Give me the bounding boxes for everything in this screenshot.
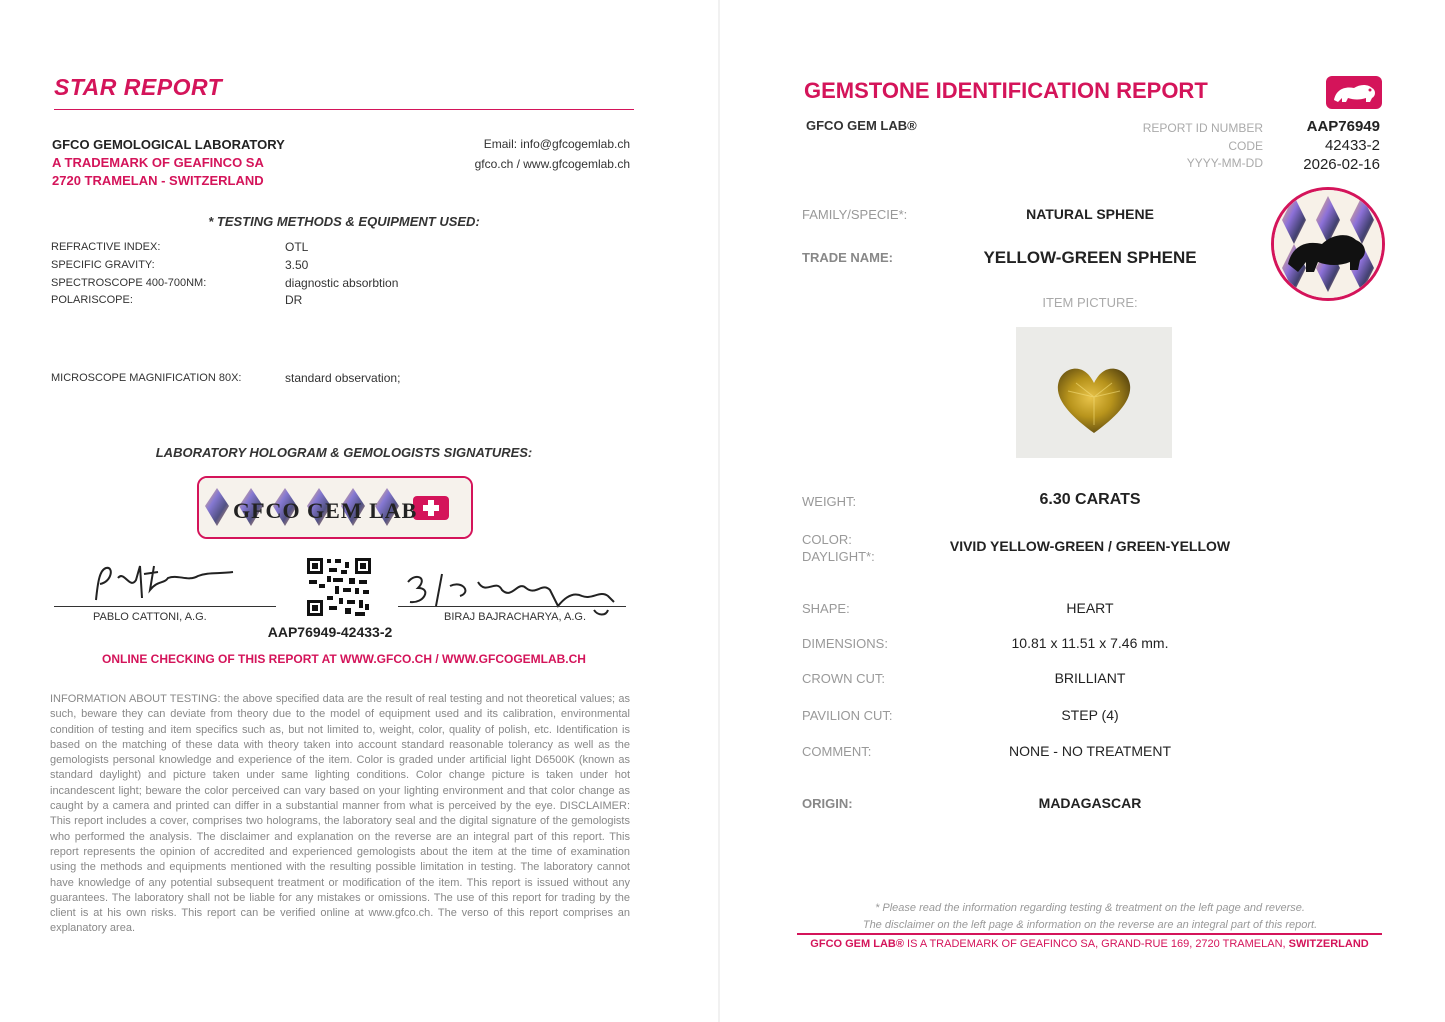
microscope-value: standard observation; [285, 371, 401, 385]
weight-value: 6.30 CARATS [1039, 491, 1141, 508]
item-picture [1016, 327, 1172, 458]
method-value: DR [285, 293, 303, 307]
pavilion-cut-value: STEP (4) [1061, 707, 1119, 723]
item-picture-label: ITEM PICTURE: [1042, 295, 1138, 310]
qr-code-icon [305, 556, 373, 618]
title-rule [54, 109, 634, 110]
method-value: OTL [285, 240, 309, 254]
pavilion-cut-label: PAVILION CUT: [802, 708, 893, 723]
footnote-2: The disclaimer on the left page & information on the reverse are an integral part of this report. [862, 919, 1318, 931]
code-label: CODE [1228, 139, 1263, 153]
lab-web: gfco.ch / www.gfcogemlab.ch [474, 157, 630, 171]
microscope-label: MICROSCOPE MAGNIFICATION 80X: [51, 372, 242, 384]
comment-value: NONE - NO TREATMENT [1008, 743, 1172, 759]
footer-trademark [797, 938, 1382, 950]
method-label: REFRACTIVE INDEX: [51, 241, 161, 253]
lab-trademark: A TRADEMARK OF GEAFINCO SA [52, 155, 264, 170]
lab-email: Email: info@gfcogemlab.ch [483, 137, 630, 151]
signature-line-2 [398, 606, 626, 607]
footer-country: SWITZERLAND [1288, 938, 1369, 950]
method-value: 3.50 [285, 258, 309, 272]
hologram-text: GFCO GEM LAB [233, 498, 418, 523]
testing-info: INFORMATION ABOUT TESTING: the above specified data are the result of real testing and not theoretical values; as such, beware they can deviate from theory due to the model of equipment used and its calibration, environmental condition of testing and item specifics such as, but not limited to, weight, color, quality of polish, etc. Identification is based on the matching of these data with theory taken into account standard reasonable tolerancy as well as the gemologists personal knowledge and experience of the item. Color is graded under artificial light D6500K (known as standard daylight) and picture taken under same lighting conditions. Color change picture is taken under hot incandescent light; beware the color perceived can vary based on your lighting environment and that color change as caught by a camera and printed can differ in a substantial manner from what is perceived by the eye. DISCLAIMER: This report includes a cover, comprises two holograms, the laboratory seal and the digital signature of the gemologists who performed the analysis. The disclaimer and explanation on the reverse are an integral part of this report. This report represents the opinion of accredited and experienced gemologists about the item at the time of examination using the methods and equipments mentioned with the resulting possible limitation in testing. The laboratory cannot have knowledge of any potential subsequent treatment or modification of the item. This report is issued without any guarantees. The laboratory shall not be liable for any mistakes or omissions. The use of this report for trading by the client is at his own risks. This report can be verified online at www.gfco.ch. The verso of this report comprises an explanatory area. [50, 693, 630, 935]
online-check-text: ONLINE CHECKING OF THIS REPORT AT WWW.GFCO.CH / WWW.GFCOGEMLAB.CH [102, 652, 586, 666]
lab-name: GFCO GEMOLOGICAL LABORATORY [52, 137, 285, 152]
date-label: YYYY-MM-DD [1186, 156, 1263, 170]
color-value: VIVID YELLOW-GREEN / GREEN-YELLOW [949, 538, 1231, 554]
crown-cut-label: CROWN CUT: [802, 671, 886, 686]
date-value: 2026-02-16 [1303, 156, 1380, 173]
methods-heading: * TESTING METHODS & EQUIPMENT USED: [208, 214, 480, 229]
method-value: diagnostic absorbtion [285, 276, 399, 290]
report-id-label: REPORT ID NUMBER [1142, 121, 1263, 135]
footer-rule [797, 933, 1382, 935]
signature-line-1 [54, 606, 276, 607]
dimensions-label: DIMENSIONS: [802, 636, 888, 651]
signer-1-name: PABLO CATTONI, A.G. [93, 611, 207, 623]
family-value: NATURAL SPHENE [1026, 206, 1154, 222]
daylight-label: DAYLIGHT*: [802, 549, 875, 564]
footer-address: IS A TRADEMARK OF GEAFINCO SA, GRAND-RUE 169, 2720 TRAMELAN, [903, 938, 1289, 950]
hologram [197, 476, 473, 539]
signature-cattoni [88, 560, 238, 608]
signer-2-name: BIRAJ BAJRACHARYA, A.G. [444, 611, 587, 623]
trade-name-label: TRADE NAME: [802, 250, 893, 265]
lab-address: 2720 TRAMELAN - SWITZERLAND [52, 173, 264, 188]
lab-short-name: GFCO GEM LAB® [806, 118, 917, 133]
dimensions-value: 10.81 x 11.51 x 7.46 mm. [1011, 635, 1169, 651]
code-value: 42433-2 [1324, 137, 1380, 154]
report-id-value: AAP76949 [1306, 118, 1380, 135]
shape-label: SHAPE: [802, 601, 850, 616]
method-label: SPECTROSCOPE 400-700NM: [51, 277, 207, 289]
footer-brand: GFCO GEM LAB® [810, 938, 904, 950]
origin-label: ORIGIN: [802, 796, 853, 811]
family-label: FAMILY/SPECIE*: [802, 207, 908, 222]
footnote-1: * Please read the information regarding testing & treatment on the left page and reverse. [875, 902, 1305, 914]
origin-value: MADAGASCAR [1038, 795, 1142, 811]
color-label: COLOR: [802, 532, 852, 547]
panther-logo-icon [1326, 76, 1382, 109]
weight-label: WEIGHT: [802, 494, 857, 509]
comment-label: COMMENT: [802, 744, 872, 759]
hologram-heading: LABORATORY HOLOGRAM & GEMOLOGISTS SIGNATURES: [155, 445, 533, 460]
heart-gem-icon [1016, 327, 1172, 458]
shape-value: HEART [1066, 600, 1114, 616]
star-report-title: STAR REPORT [54, 74, 223, 100]
method-label: SPECIFIC GRAVITY: [51, 259, 155, 271]
seal-icon [1271, 187, 1385, 301]
report-title: GEMSTONE IDENTIFICATION REPORT [804, 78, 1208, 103]
report-code: AAP76949-42433-2 [267, 624, 393, 640]
crown-cut-value: BRILLIANT [1054, 670, 1126, 686]
method-label: POLARISCOPE: [51, 294, 133, 306]
trade-name-value: YELLOW-GREEN SPHENE [983, 248, 1197, 267]
page-fold [718, 0, 720, 1022]
